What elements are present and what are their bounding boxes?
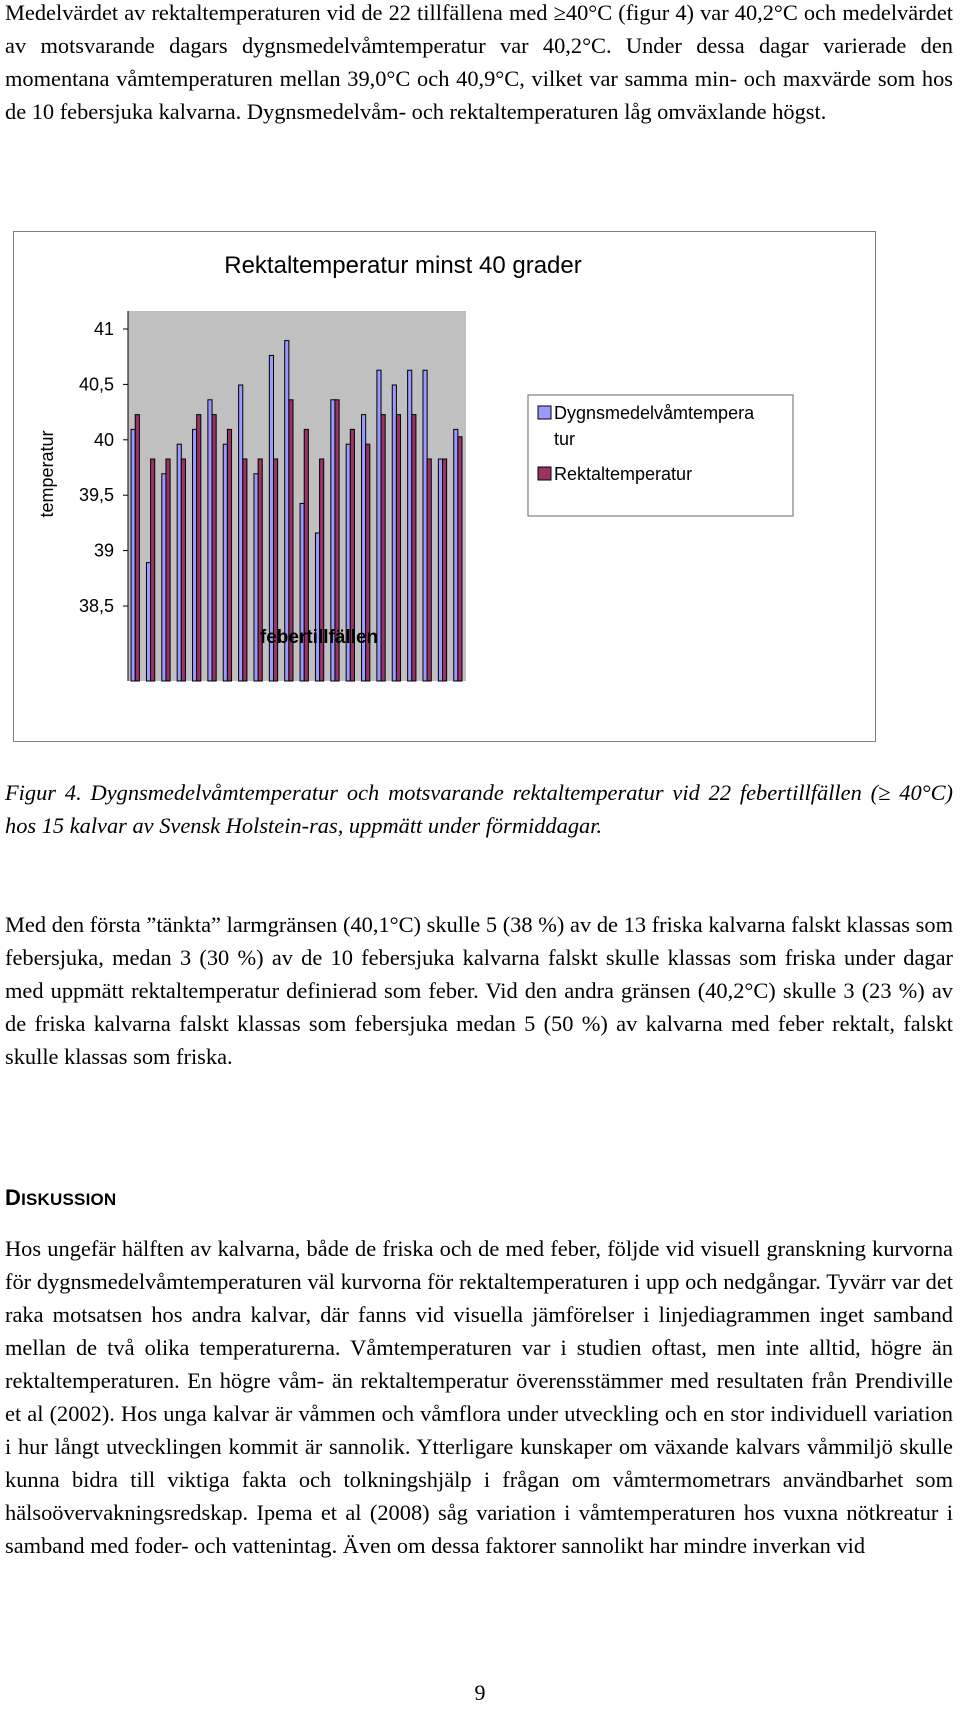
bar-dygnsmedelvamtemperatur (208, 400, 212, 681)
heading-rest: ISKUSSION (21, 1190, 117, 1209)
bar-rektaltemperatur (181, 459, 185, 681)
intro-paragraph: Medelvärdet av rektaltemperaturen vid de 22 tillfällena med ≥40°C (figur 4) var 40,2°C och medelvärdet av motsvarande dagars dygnsmedelvåmtemperatur var 40,2°C. Under dessa dagar varierade den momentana våmtemperaturen mellan 39,0°C och 40,9°C, vilket var samma min- och maxvärde som hos de 10 febersjuka kalvarna. Dygnsmedelvåm- och rektaltemperaturen låg omväxlande högst. (5, 0, 953, 124)
bar-dygnsmedelvamtemperatur (438, 459, 442, 681)
y-tick-label: 40 (93, 429, 114, 450)
legend-swatch-rektaltemperatur (538, 467, 551, 480)
bar-rektaltemperatur (458, 437, 462, 681)
bar-rektaltemperatur (412, 415, 416, 681)
legend-swatch-dygnsmedelvamtemperatur (538, 406, 551, 419)
bar-dygnsmedelvamtemperatur (146, 563, 150, 681)
section-heading (5, 1185, 116, 1211)
y-tick-group (79, 319, 128, 616)
bar-rektaltemperatur (197, 415, 201, 681)
y-tick-label: 38,5 (78, 596, 114, 616)
bar-rektaltemperatur (212, 415, 216, 681)
bar-dygnsmedelvamtemperatur (408, 370, 412, 681)
bar-dygnsmedelvamtemperatur (423, 370, 427, 681)
bar-rektaltemperatur (135, 415, 139, 681)
bar-rektaltemperatur (396, 415, 400, 681)
y-tick-label: 41 (93, 319, 114, 339)
legend-label-rektaltemperatur: Rektaltemperatur (554, 464, 693, 484)
results-paragraph: Med den första ”tänkta” larmgränsen (40,1°C) skulle 5 (38 %) av de 13 friska kalvarna falskt klassas som febersjuka, medan 3 (30 %) av de 10 febersjuka kalvarna falskt skulle klassas som friska under dagar med uppmätt rektaltemperatur definierad som feber. Vid den andra gränsen (40,2°C) skulle 3 (23 %) av de friska kalvarna falskt klassas som febersjuka medan 5 (50 %) av kalvarna med feber rektalt, falskt skulle klassas som friska. (5, 912, 953, 1069)
bar-rektaltemperatur (381, 415, 385, 681)
chart-title: Rektaltemperatur minst 40 grader (224, 252, 582, 279)
bar-chart (13, 231, 876, 742)
heading-initial: D (5, 1185, 22, 1210)
y-tick-label: 40,5 (78, 374, 114, 395)
bar-rektaltemperatur (166, 459, 170, 681)
bar-rektaltemperatur (151, 459, 155, 681)
bar-dygnsmedelvamtemperatur (315, 533, 319, 681)
bar-dygnsmedelvamtemperatur (239, 385, 243, 681)
legend-label-dygnsmedelvamtemperatur-line2: tur (554, 429, 576, 449)
bar-dygnsmedelvamtemperatur (177, 444, 181, 681)
bar-dygnsmedelvamtemperatur (392, 385, 396, 681)
bar-rektaltemperatur (243, 459, 247, 681)
y-axis-label: temperatur (37, 430, 57, 518)
bar-dygnsmedelvamtemperatur (162, 474, 166, 681)
figure-caption: Figur 4. Dygnsmedelvåmtemperatur och motsvarande rektaltemperatur vid 22 febertillfällen (≥ 40°C) hos 15 kalvar av Svensk Holstein-ras, uppmätt under förmiddagar. (5, 780, 953, 838)
legend (528, 395, 793, 516)
bar-dygnsmedelvamtemperatur (131, 429, 135, 681)
x-axis-label: febertillfällen (259, 627, 379, 648)
legend-label-dygnsmedelvamtemperatur-line1: Dygnsmedelvåmtempera (554, 403, 755, 423)
bar-dygnsmedelvamtemperatur (223, 444, 227, 681)
y-tick-label: 39 (93, 540, 114, 561)
page-number: 9 (474, 1680, 486, 1705)
bar-dygnsmedelvamtemperatur (193, 429, 197, 681)
bar-rektaltemperatur (427, 459, 431, 681)
bar-dygnsmedelvamtemperatur (454, 429, 458, 681)
y-tick-label: 39,5 (78, 485, 114, 506)
bar-rektaltemperatur (227, 429, 231, 681)
bar-dygnsmedelvamtemperatur (300, 503, 304, 681)
bar-dygnsmedelvamtemperatur (254, 474, 258, 681)
discussion-paragraph: Hos ungefär hälften av kalvarna, både de friska och de med feber, följde vid visuell granskning kurvorna för dygnsmedelvåmtemperaturen väl kurvorna för rektaltemperaturen i upp och nedgångar. Tyvärr var det raka motsatsen hos andra kalvar, där fanns vid visuella jämförelser i linjediagrammen inget samband mellan de två olika temperaturerna. Våmtemperaturen var i studien oftast, men inte alltid, högre än rektaltemperaturen. En högre våm- än rektaltemperatur överensstämmer med resultaten från Prendiville et al (2002). Hos unga kalvar är våmmen och våmflora under utveckling och en stor individuell variation i hur långt utvecklingen kommit är sannolik. Ytterligare kunskaper om växande kalvars våmmiljö skulle kunna bidra till viktiga fakta och tolkningshjälp i frågan om våmtermometrars användbarhet som hälsoövervakningsredskap. Ipema et al (2008) såg variation i våmtemperaturen hos vuxna nötkreatur i samband med foder- och vattenintag. Även om dessa faktorer sannolikt har mindre inverkan vid (5, 1236, 953, 1558)
bar-rektaltemperatur (442, 459, 446, 681)
